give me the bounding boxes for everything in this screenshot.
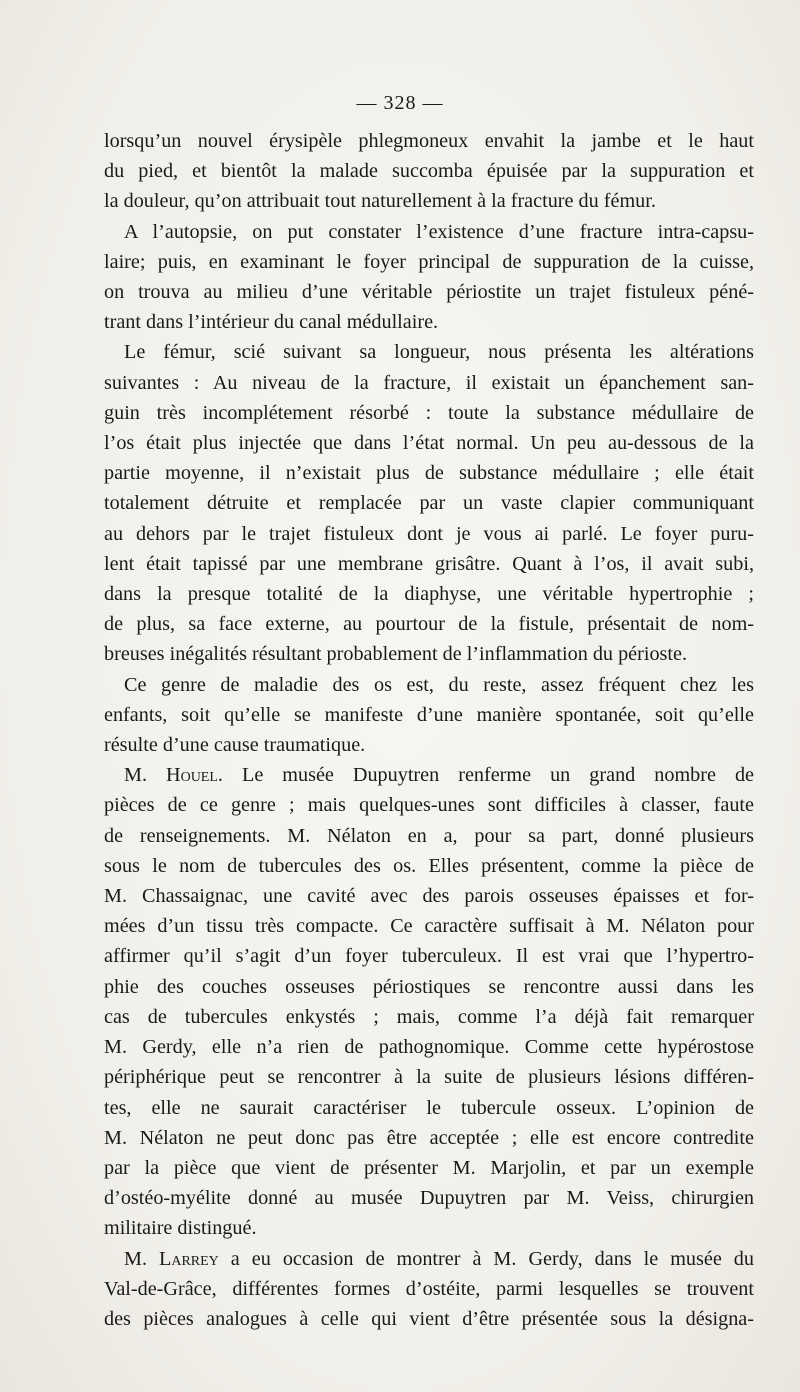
- speaker-name: M. Houel.: [124, 764, 223, 787]
- text-line: Le fémur, scié suivant sa longueur, nous présenta les altérations: [124, 341, 754, 364]
- text-line: partie moyenne, il n’existait plus de substance médullaire ; elle était: [104, 462, 754, 485]
- text-line: de renseignements. M. Nélaton en a, pour sa part, donné plusieurs: [104, 824, 754, 847]
- text-line: sous le nom de tubercules des os. Elles présentent, comme la pièce de: [104, 854, 754, 877]
- text-line: guin très incomplétement résorbé : toute la substance médullaire de: [104, 401, 754, 424]
- text-fragment: a eu occasion de montrer à M. Gerdy, dans le musée du: [218, 1247, 754, 1270]
- text-line: périphérique peut se rencontrer à la suite de plusieurs lésions différen-: [104, 1066, 754, 1089]
- text-line: Val-de-Grâce, différentes formes d’ostéite, parmi lesquelles se trouvent: [104, 1277, 754, 1300]
- text-line: mées d’un tissu très compacte. Ce caractère suffisait à M. Nélaton pour: [104, 915, 754, 938]
- text-line: de plus, sa face externe, au pourtour de la fistule, présentait de nom-: [104, 613, 754, 636]
- text-line: M. Chassaignac, une cavité avec des parois osseuses épaisses et for-: [104, 885, 754, 908]
- speaker-name: M. Larrey: [124, 1247, 219, 1270]
- text-line: la douleur, qu’on attribuait tout naturellement à la fracture du fémur.: [104, 190, 656, 213]
- text-line: des pièces analogues à celle qui vient d’être présentée sous la désigna-: [104, 1307, 754, 1330]
- text-line: A l’autopsie, on put constater l’existence d’une fracture intra-capsu-: [124, 220, 754, 243]
- text-line: totalement détruite et remplacée par un vaste clapier communiquant: [104, 492, 754, 515]
- text-line: affirmer qu’il s’agit d’un foyer tuberculeux. Il est vrai que l’hypertro-: [104, 945, 754, 968]
- text-line: lent était tapissé par une membrane grisâtre. Quant à l’os, il avait subi,: [104, 552, 754, 575]
- text-line: phie des couches osseuses périostiques se rencontre aussi dans les: [104, 975, 754, 998]
- text-line: dans la presque totalité de la diaphyse, une véritable hypertrophie ;: [104, 583, 754, 606]
- text-line: cas de tubercules enkystés ; mais, comme l’a déjà fait remarquer: [104, 1005, 754, 1028]
- text-line: l’os était plus injectée que dans l’état normal. Un peu au-dessous de la: [104, 432, 754, 455]
- text-line: M. Gerdy, elle n’a rien de pathognomique. Comme cette hypérostose: [104, 1036, 754, 1059]
- body-text: [104, 126, 754, 1334]
- text-line: militaire distingué.: [104, 1217, 257, 1240]
- text-line: [104, 760, 754, 790]
- text-line: lorsqu’un nouvel érysipèle phlegmoneux envahit la jambe et le haut: [104, 130, 754, 152]
- text-line: suivantes : Au niveau de la fracture, il existait un épanchement san-: [104, 371, 754, 394]
- text-line: M. Nélaton ne peut donc pas être acceptée ; elle est encore contredite: [104, 1126, 754, 1149]
- text-line: Ce genre de maladie des os est, du reste, assez fréquent chez les: [124, 673, 754, 696]
- text-line: au dehors par le trajet fistuleux dont je vous ai parlé. Le foyer puru-: [104, 522, 754, 545]
- text-line: d’ostéo-myélite donné au musée Dupuytren par M. Veiss, chirurgien: [104, 1187, 754, 1210]
- page-number: — 328 —: [356, 92, 444, 114]
- text-line: enfants, soit qu’elle se manifeste d’une manière spontanée, soit qu’elle: [104, 703, 754, 726]
- text-line: on trouva au milieu d’une véritable périostite un trajet fistuleux péné-: [104, 281, 754, 304]
- text-line: trant dans l’intérieur du canal médullaire.: [104, 311, 439, 334]
- text-line: pièces de ce genre ; mais quelques-unes sont difficiles à classer, faute: [104, 794, 754, 817]
- text-line: laire; puis, en examinant le foyer principal de suppuration de la cuisse,: [104, 250, 754, 273]
- text-line: par la pièce que vient de présenter M. Marjolin, et par un exemple: [104, 1156, 754, 1179]
- text-fragment: Le musée Dupuytren renferme un grand nombre de: [222, 764, 754, 787]
- text-line: du pied, et bientôt la malade succomba épuisée par la suppuration et: [104, 160, 754, 183]
- text-line: résulte d’une cause traumatique.: [104, 734, 366, 757]
- text-line: [104, 1244, 754, 1274]
- text-line: breuses inégalités résultant probablement de l’inflammation du périoste.: [104, 643, 688, 666]
- text-line: tes, elle ne saurait caractériser le tubercule osseux. L’opinion de: [104, 1096, 754, 1119]
